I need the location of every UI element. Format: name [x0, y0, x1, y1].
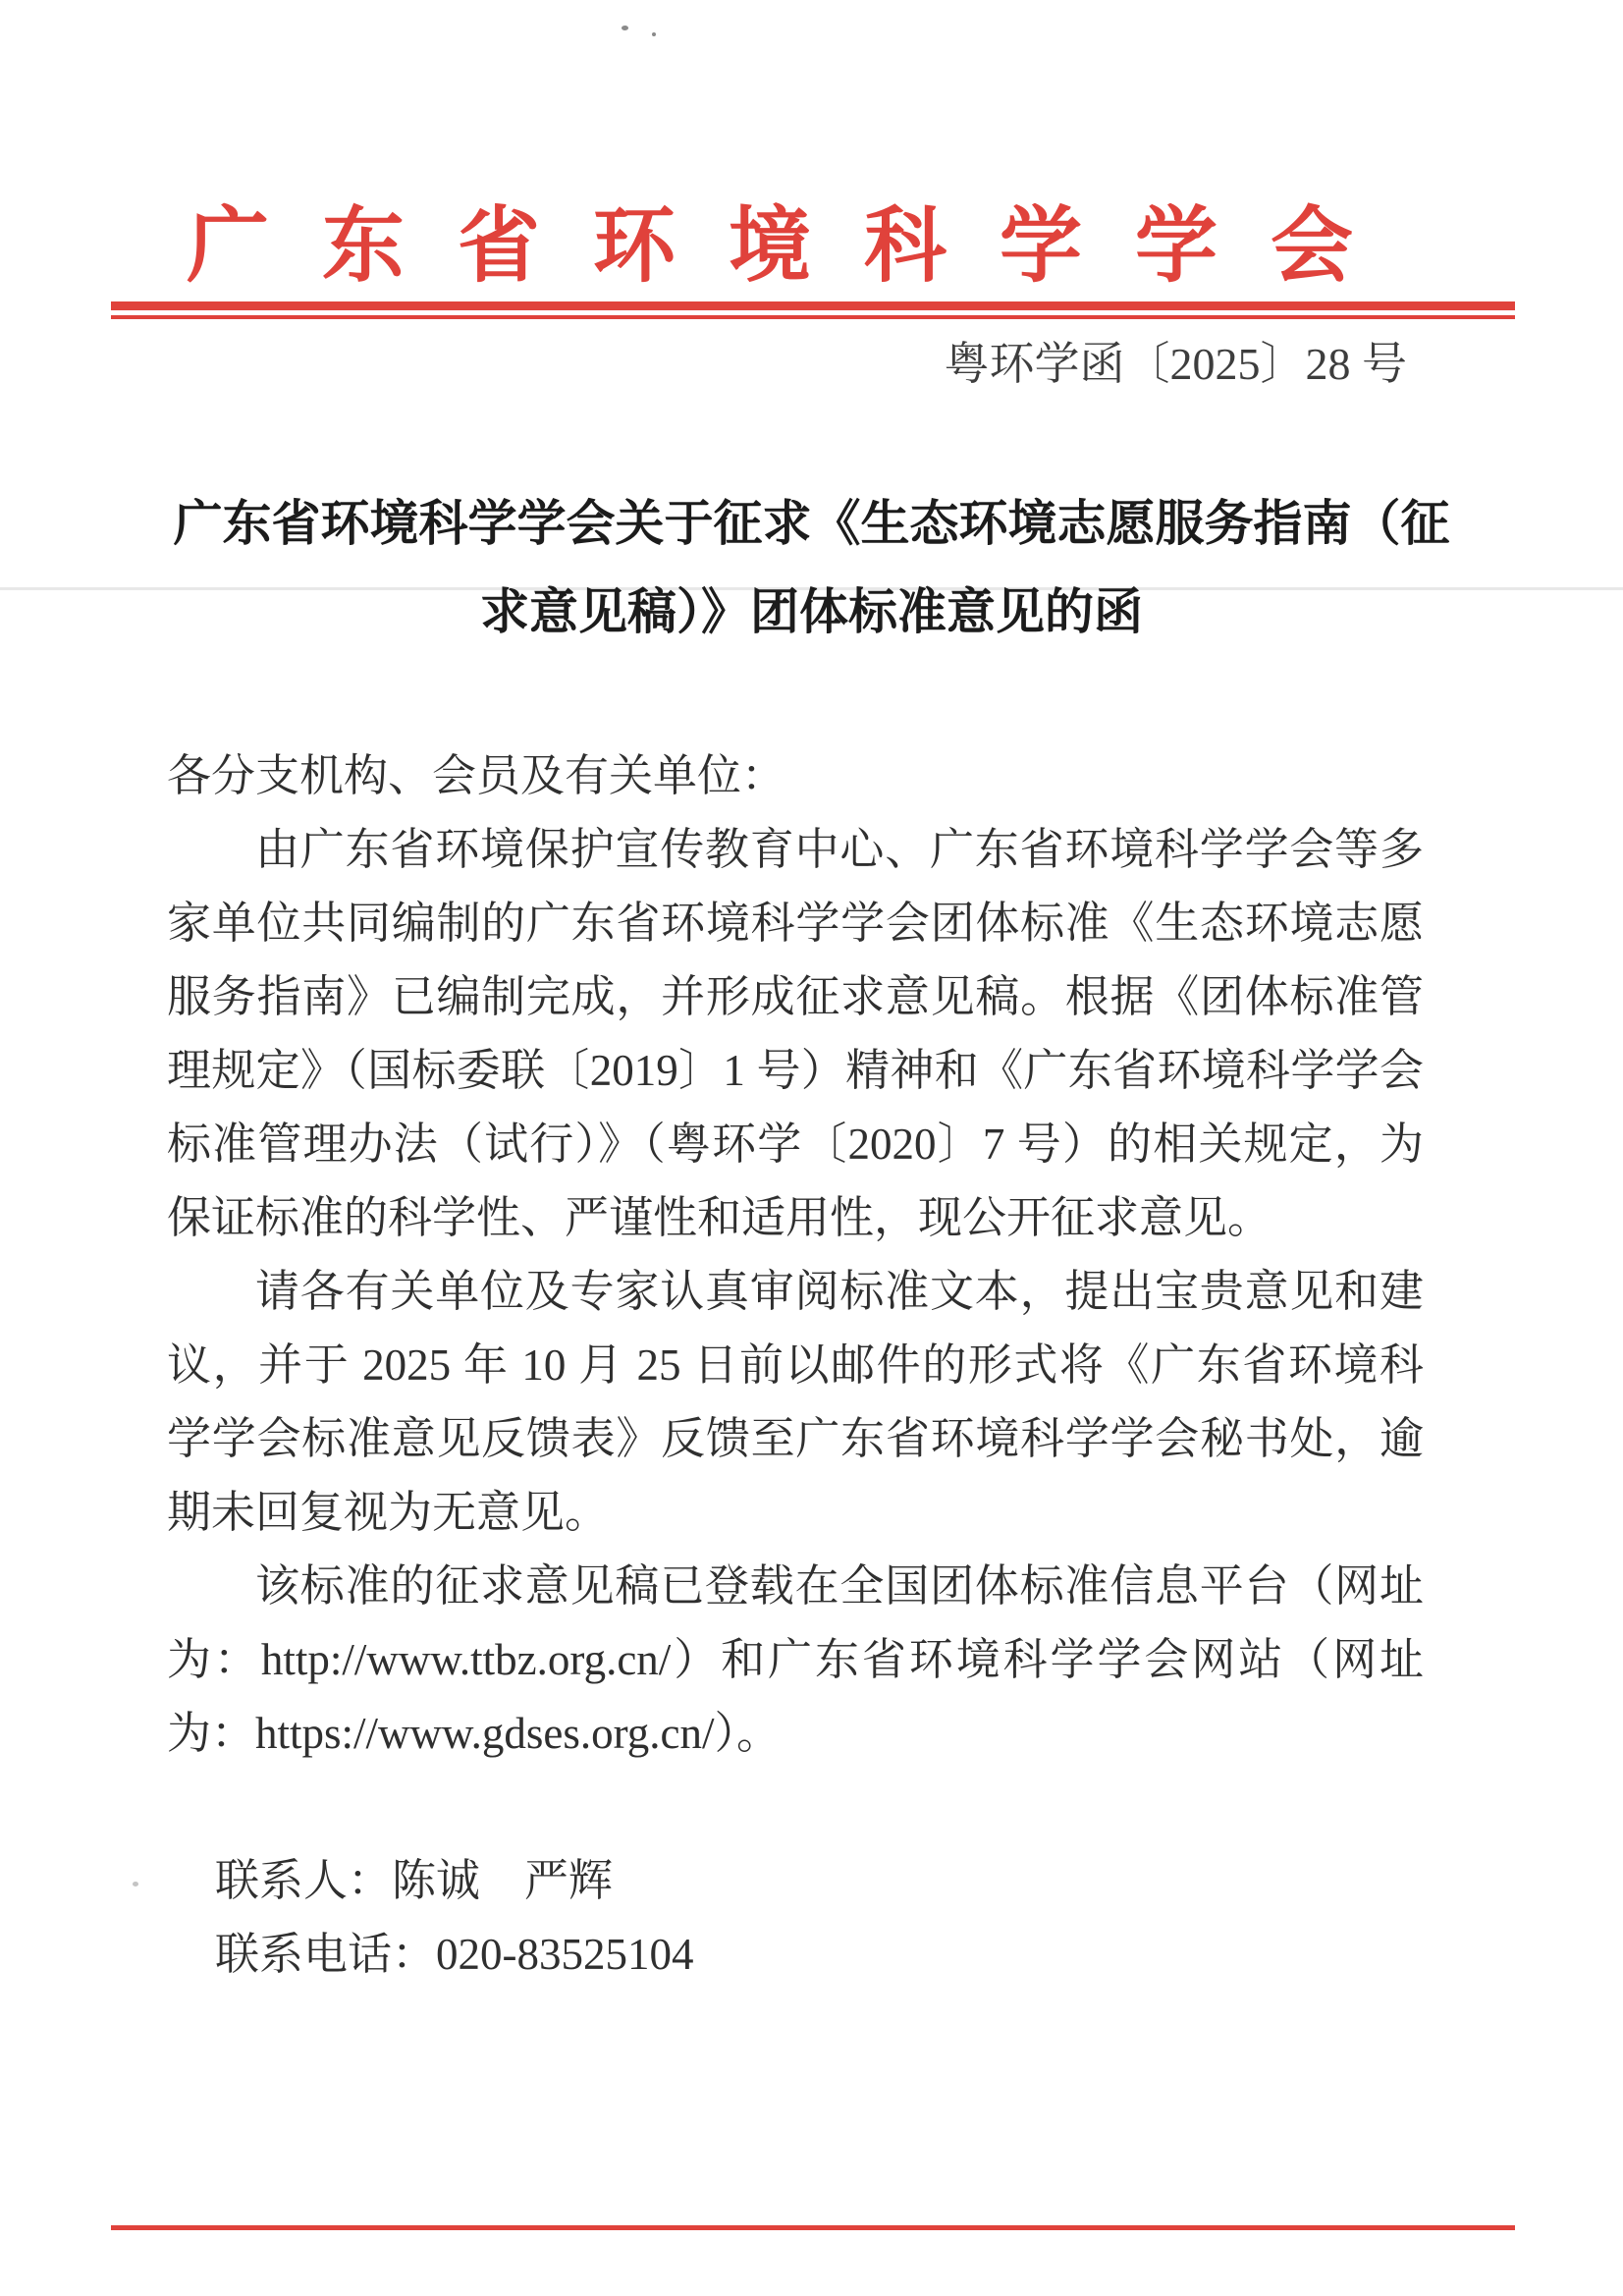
- document-title: [0, 479, 1623, 656]
- salutation: 各分支机构、会员及有关单位：: [167, 751, 786, 800]
- paragraph-2: 请各有关单位及专家认真审阅标准文本，提出宝贵意见和建议，并于 2025 年 10 月 25 日前以邮件的形式将《广东省环境科学学会标准意见反馈表》反馈至广东省环境科学学会秘书处，逾期未回复视为无意见。: [167, 1267, 1424, 1537]
- contact-block: [167, 1844, 1424, 1992]
- document-title-line-2: 求意见稿）》团体标准意见的函: [480, 584, 1143, 639]
- letterhead-rule-thin: [111, 315, 1515, 319]
- scan-speck: [133, 1882, 138, 1886]
- paragraph-3: 该标准的征求意见稿已登载在全国团体标准信息平台（网址为：http://www.ttbz.org.cn/）和广东省环境科学学会网站（网址为：https://www.gdses.org.cn/）。: [167, 1561, 1424, 1758]
- footer-rule: [111, 2225, 1515, 2230]
- document-title-line-1: 广东省环境科学学会关于征求《生态环境志愿服务指南（征: [173, 496, 1450, 551]
- paragraph-1: 由广东省环境保护宣传教育中心、广东省环境科学学会等多家单位共同编制的广东省环境科学学会团体标准《生态环境志愿服务指南》已编制完成，并形成征求意见稿。根据《团体标准管理规定》（国标委联〔2019〕1 号）精神和《广东省环境科学学会标准管理办法（试行）》（粤环学〔2020〕7 号）的相关规定，为保证标准的科学性、严谨性和适用性，现公开征求意见。: [167, 825, 1424, 1242]
- letterhead-rule-thick: [111, 301, 1515, 310]
- letter-body: [167, 739, 1424, 1992]
- document-ref-number: 粤环学函〔2025〕28 号: [944, 339, 1407, 389]
- contact-phone: 联系电话：020-83525104: [215, 1930, 694, 1979]
- scan-speck: [652, 32, 656, 36]
- contact-person: 联系人：陈诚 严辉: [215, 1856, 614, 1905]
- letterhead-org-name: 广东省环境科学学会: [187, 201, 1407, 293]
- scan-speck: [622, 26, 628, 30]
